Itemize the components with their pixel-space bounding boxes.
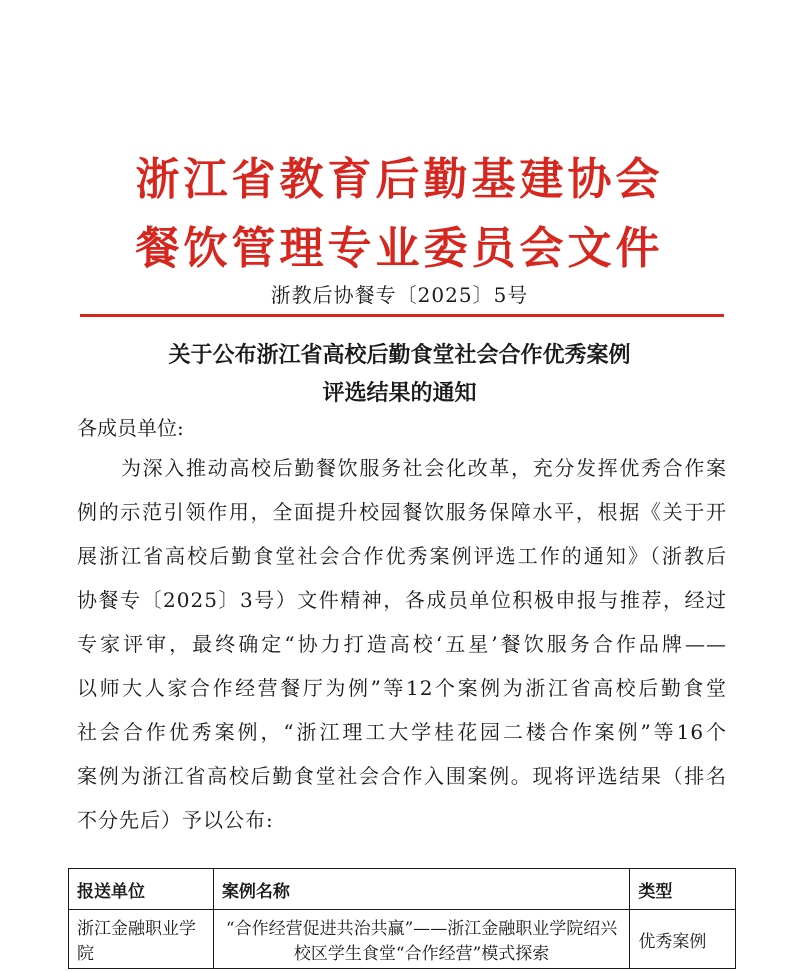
cell-unit: 浙江金融职业学院 [69, 910, 214, 969]
column-header-type: 类型 [630, 869, 736, 910]
cell-type: 优秀案例 [630, 910, 736, 969]
body-line: 以师大人家合作经营餐厅为例”等12个案例为浙江省高校后勤食堂 [77, 676, 727, 700]
column-header-unit: 报送单位 [69, 869, 214, 910]
salutation: 各成员单位: [77, 416, 184, 440]
results-table [68, 868, 736, 969]
issuer-name-line1: 浙江省教育后勤基建协会 [135, 154, 664, 205]
table-row [69, 910, 736, 969]
column-header-case: 案例名称 [213, 869, 629, 910]
table-header-row [69, 869, 736, 910]
document-number: 浙教后协餐专〔2025〕5号 [270, 283, 529, 307]
body-line: 例的示范引领作用，全面提升校园餐饮服务保障水平，根据《关于开 [77, 500, 727, 524]
cell-case: “合作经营促进共治共赢”——浙江金融职业学院绍兴校区学生食堂“合作经营”模式探索 [213, 910, 629, 969]
notice-title-line1: 关于公布浙江省高校后勤食堂社会合作优秀案例 [168, 343, 631, 368]
body-line: 为深入推动高校后勤餐饮服务社会化改革，充分发挥优秀合作案 [121, 456, 727, 480]
notice-title-line2: 评选结果的通知 [322, 381, 477, 406]
red-divider-line [80, 314, 724, 317]
body-line: 不分先后）予以公布: [77, 808, 274, 832]
body-line: 社会合作优秀案例，“浙江理工大学桂花园二楼合作案例”等16个 [77, 720, 727, 744]
body-line: 案例为浙江省高校后勤食堂社会合作入围案例。现将评选结果（排名 [77, 764, 727, 788]
body-line: 协餐专〔2025〕3号）文件精神，各成员单位积极申报与推荐，经过 [77, 588, 727, 612]
issuer-name-line2: 餐饮管理专业委员会文件 [135, 223, 664, 274]
body-line: 专家评审，最终确定“协力打造高校‘五星’餐饮服务合作品牌—— [77, 632, 727, 656]
body-line: 展浙江省高校后勤食堂社会合作优秀案例评选工作的通知》（浙教后 [77, 544, 727, 568]
